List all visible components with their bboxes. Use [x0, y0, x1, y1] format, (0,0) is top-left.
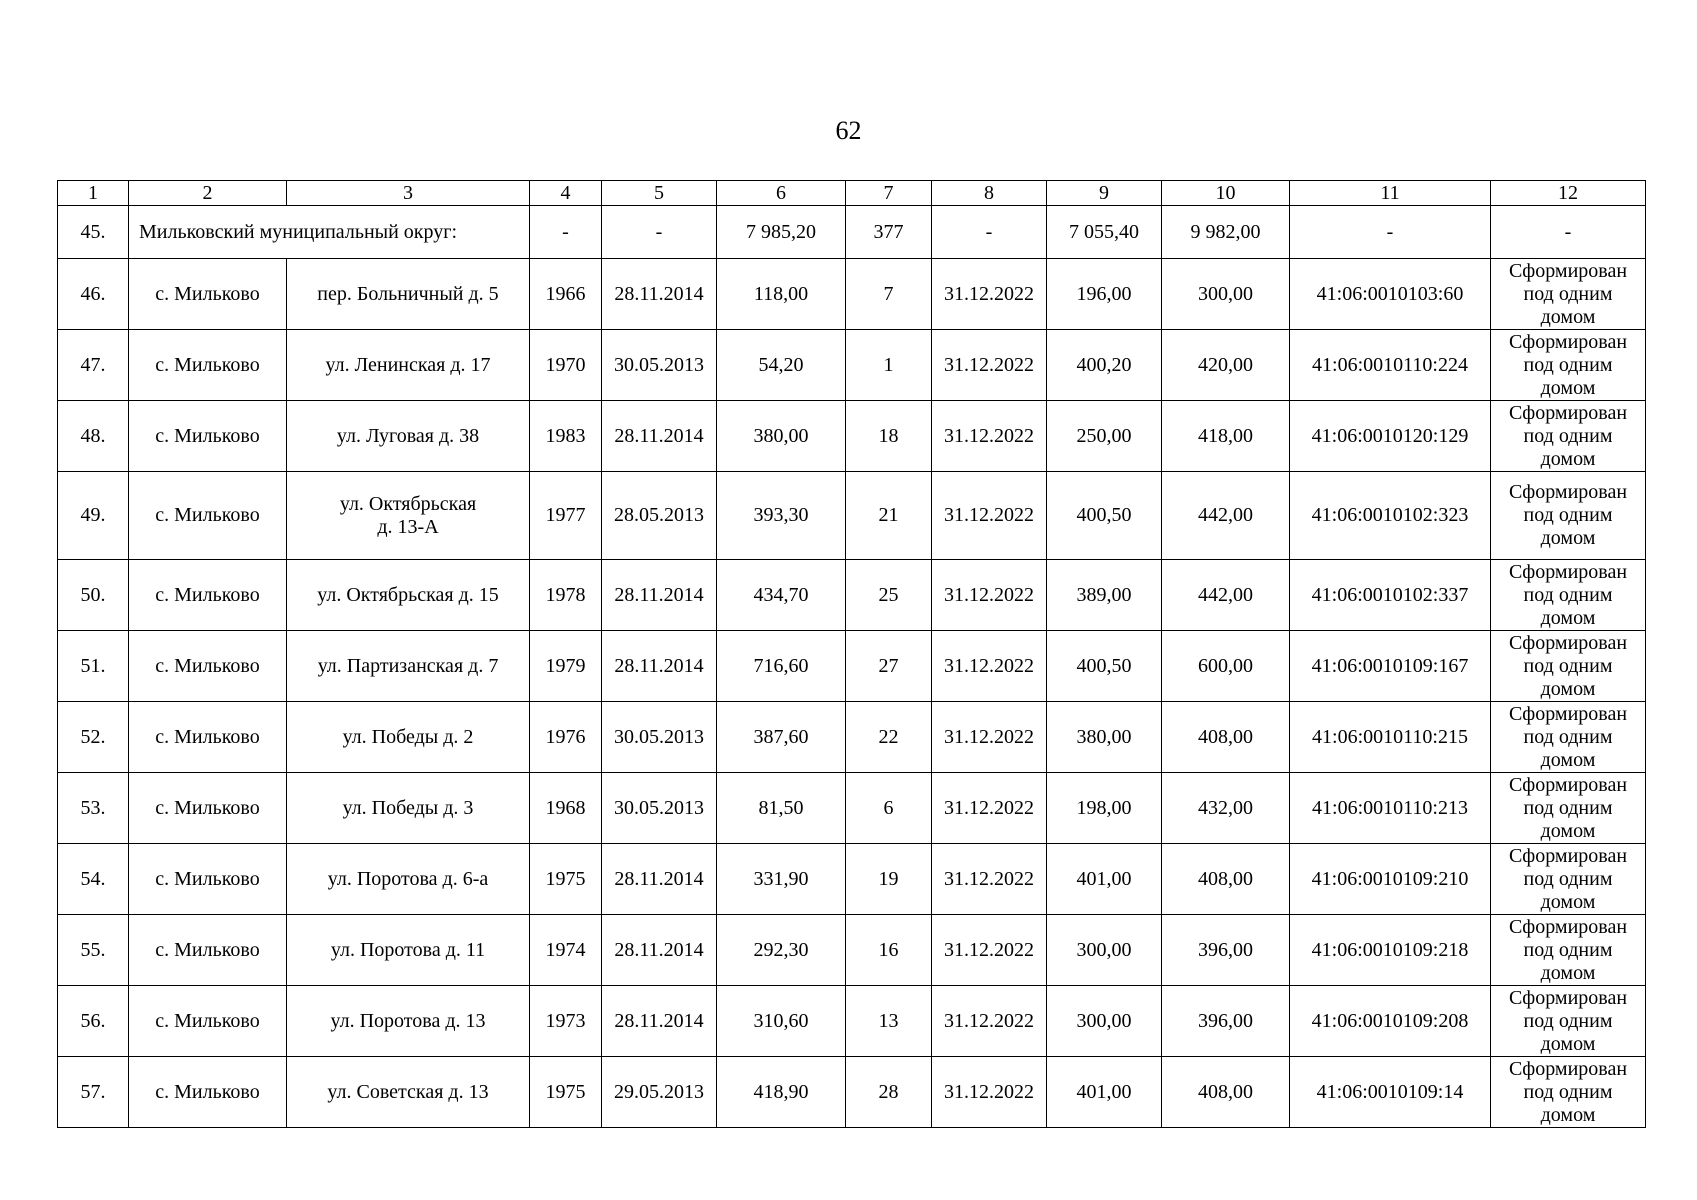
- settlement: с. Мильково: [129, 1057, 287, 1128]
- cell-col5: -: [602, 206, 717, 259]
- row-number: 53.: [58, 773, 129, 844]
- year-built: 1977: [530, 472, 602, 560]
- address: [287, 915, 530, 986]
- area: 81,50: [717, 773, 846, 844]
- page-number: 62: [835, 116, 862, 145]
- area: 393,30: [717, 472, 846, 560]
- value-col10: 300,00: [1162, 259, 1290, 330]
- area: 716,60: [717, 631, 846, 702]
- value-col10: 396,00: [1162, 986, 1290, 1057]
- date-recognized: 28.11.2014: [602, 560, 717, 631]
- area: 418,90: [717, 1057, 846, 1128]
- residents-count: 22: [846, 702, 932, 773]
- cadastral-number: 41:06:0010120:129: [1290, 401, 1491, 472]
- deadline: 31.12.2022: [932, 915, 1047, 986]
- district-name: Мильковский муниципальный округ:: [129, 206, 530, 259]
- value-col10: 432,00: [1162, 773, 1290, 844]
- address: [287, 560, 530, 631]
- address: [287, 472, 530, 560]
- address: [287, 631, 530, 702]
- value-col9: 401,00: [1047, 1057, 1162, 1128]
- residents-count: 1: [846, 330, 932, 401]
- cell-col9: 7 055,40: [1047, 206, 1162, 259]
- date-recognized: 28.11.2014: [602, 915, 717, 986]
- settlement: с. Мильково: [129, 330, 287, 401]
- value-col9: 300,00: [1047, 915, 1162, 986]
- date-recognized: 28.05.2013: [602, 472, 717, 560]
- settlement: с. Мильково: [129, 631, 287, 702]
- settlement: с. Мильково: [129, 259, 287, 330]
- value-col9: 400,20: [1047, 330, 1162, 401]
- address: [287, 773, 530, 844]
- land-status: Сформирован под одним домом: [1491, 915, 1646, 986]
- area: 54,20: [717, 330, 846, 401]
- year-built: 1968: [530, 773, 602, 844]
- date-recognized: 30.05.2013: [602, 330, 717, 401]
- column-number: 2: [129, 181, 287, 206]
- year-built: 1979: [530, 631, 602, 702]
- year-built: 1975: [530, 844, 602, 915]
- cadastral-number: 41:06:0010109:218: [1290, 915, 1491, 986]
- row-number: 45.: [58, 206, 129, 259]
- land-status: Сформирован под одним домом: [1491, 844, 1646, 915]
- column-number: 10: [1162, 181, 1290, 206]
- settlement: с. Мильково: [129, 844, 287, 915]
- date-recognized: 29.05.2013: [602, 1057, 717, 1128]
- address: [287, 1057, 530, 1128]
- year-built: 1973: [530, 986, 602, 1057]
- land-status: Сформирован под одним домом: [1491, 986, 1646, 1057]
- cell-col6: 7 985,20: [717, 206, 846, 259]
- land-status: Сформирован под одним домом: [1491, 631, 1646, 702]
- table-row: [58, 560, 1646, 631]
- address: [287, 702, 530, 773]
- row-number: 50.: [58, 560, 129, 631]
- year-built: 1976: [530, 702, 602, 773]
- land-status: Сформирован под одним домом: [1491, 702, 1646, 773]
- row-number: 52.: [58, 702, 129, 773]
- area: 292,30: [717, 915, 846, 986]
- date-recognized: 28.11.2014: [602, 631, 717, 702]
- cadastral-number: 41:06:0010102:337: [1290, 560, 1491, 631]
- column-number: 5: [602, 181, 717, 206]
- address: [287, 844, 530, 915]
- table-row: [58, 631, 1646, 702]
- deadline: 31.12.2022: [932, 401, 1047, 472]
- address-line-2: д. 13-А: [377, 515, 439, 538]
- land-status: Сформирован под одним домом: [1491, 773, 1646, 844]
- deadline: 31.12.2022: [932, 773, 1047, 844]
- cadastral-number: 41:06:0010109:208: [1290, 986, 1491, 1057]
- column-number: 7: [846, 181, 932, 206]
- address-line: ул. Партизанская д. 7: [317, 654, 499, 677]
- residents-count: 7: [846, 259, 932, 330]
- column-number: 8: [932, 181, 1047, 206]
- summary-row: [58, 206, 1646, 259]
- column-number: 12: [1491, 181, 1646, 206]
- address: [287, 401, 530, 472]
- value-col10: 408,00: [1162, 844, 1290, 915]
- deadline: 31.12.2022: [932, 259, 1047, 330]
- value-col10: 420,00: [1162, 330, 1290, 401]
- value-col10: 442,00: [1162, 472, 1290, 560]
- date-recognized: 28.11.2014: [602, 401, 717, 472]
- address-line: ул. Октябрьская: [339, 492, 477, 515]
- land-status: Сформирован под одним домом: [1491, 259, 1646, 330]
- value-col10: 418,00: [1162, 401, 1290, 472]
- land-status: Сформирован под одним домом: [1491, 401, 1646, 472]
- value-col9: 401,00: [1047, 844, 1162, 915]
- settlement: с. Мильково: [129, 472, 287, 560]
- table-row: [58, 986, 1646, 1057]
- deadline: 31.12.2022: [932, 472, 1047, 560]
- settlement: с. Мильково: [129, 915, 287, 986]
- address-line: пер. Больничный д. 5: [317, 282, 499, 305]
- address: [287, 259, 530, 330]
- deadline: 31.12.2022: [932, 1057, 1047, 1128]
- value-col10: 408,00: [1162, 702, 1290, 773]
- value-col10: 442,00: [1162, 560, 1290, 631]
- settlement: с. Мильково: [129, 401, 287, 472]
- address-line: ул. Победы д. 2: [342, 725, 474, 748]
- address: [287, 330, 530, 401]
- land-status: Сформирован под одним домом: [1491, 1057, 1646, 1128]
- row-number: 55.: [58, 915, 129, 986]
- table-row: [58, 401, 1646, 472]
- cell-col10: 9 982,00: [1162, 206, 1290, 259]
- area: 434,70: [717, 560, 846, 631]
- date-recognized: 28.11.2014: [602, 259, 717, 330]
- year-built: 1974: [530, 915, 602, 986]
- settlement: с. Мильково: [129, 560, 287, 631]
- deadline: 31.12.2022: [932, 844, 1047, 915]
- deadline: 31.12.2022: [932, 330, 1047, 401]
- settlement: с. Мильково: [129, 773, 287, 844]
- date-recognized: 28.11.2014: [602, 986, 717, 1057]
- address-line: ул. Октябрьская д. 15: [317, 583, 499, 606]
- residents-count: 18: [846, 401, 932, 472]
- column-number: 11: [1290, 181, 1491, 206]
- cadastral-number: 41:06:0010109:14: [1290, 1057, 1491, 1128]
- deadline: 31.12.2022: [932, 702, 1047, 773]
- cell-col4: -: [530, 206, 602, 259]
- deadline: 31.12.2022: [932, 560, 1047, 631]
- address-line: ул. Ленинская д. 17: [325, 353, 491, 376]
- date-recognized: 30.05.2013: [602, 702, 717, 773]
- deadline: 31.12.2022: [932, 631, 1047, 702]
- year-built: 1983: [530, 401, 602, 472]
- address-line: ул. Поротова д. 11: [330, 938, 486, 961]
- year-built: 1970: [530, 330, 602, 401]
- cadastral-number: 41:06:0010110:224: [1290, 330, 1491, 401]
- row-number: 56.: [58, 986, 129, 1057]
- area: 331,90: [717, 844, 846, 915]
- row-number: 57.: [58, 1057, 129, 1128]
- cell-col11: -: [1290, 206, 1491, 259]
- table-row: [58, 259, 1646, 330]
- value-col9: 196,00: [1047, 259, 1162, 330]
- table-row: [58, 472, 1646, 560]
- land-status: Сформирован под одним домом: [1491, 330, 1646, 401]
- date-recognized: 30.05.2013: [602, 773, 717, 844]
- address-line: ул. Луговая д. 38: [336, 424, 480, 447]
- land-status: Сформирован под одним домом: [1491, 472, 1646, 560]
- year-built: 1966: [530, 259, 602, 330]
- land-status: Сформирован под одним домом: [1491, 560, 1646, 631]
- column-number: 4: [530, 181, 602, 206]
- address-line: ул. Советская д. 13: [327, 1080, 489, 1103]
- residents-count: 13: [846, 986, 932, 1057]
- table-row: [58, 773, 1646, 844]
- area: 387,60: [717, 702, 846, 773]
- value-col9: 400,50: [1047, 631, 1162, 702]
- row-number: 51.: [58, 631, 129, 702]
- year-built: 1975: [530, 1057, 602, 1128]
- row-number: 47.: [58, 330, 129, 401]
- area: 118,00: [717, 259, 846, 330]
- deadline: 31.12.2022: [932, 986, 1047, 1057]
- residents-count: 16: [846, 915, 932, 986]
- column-number: 3: [287, 181, 530, 206]
- row-number: 46.: [58, 259, 129, 330]
- cell-col12: -: [1491, 206, 1646, 259]
- residents-count: 6: [846, 773, 932, 844]
- address-line: ул. Поротова д. 6-а: [327, 867, 489, 890]
- row-number: 48.: [58, 401, 129, 472]
- address-line: ул. Победы д. 3: [342, 796, 474, 819]
- residents-count: 21: [846, 472, 932, 560]
- area: 380,00: [717, 401, 846, 472]
- settlement: с. Мильково: [129, 702, 287, 773]
- value-col9: 198,00: [1047, 773, 1162, 844]
- residents-count: 25: [846, 560, 932, 631]
- value-col9: 389,00: [1047, 560, 1162, 631]
- value-col9: 300,00: [1047, 986, 1162, 1057]
- date-recognized: 28.11.2014: [602, 844, 717, 915]
- cadastral-number: 41:06:0010109:167: [1290, 631, 1491, 702]
- settlement: с. Мильково: [129, 986, 287, 1057]
- value-col10: 396,00: [1162, 915, 1290, 986]
- table-row: [58, 330, 1646, 401]
- cadastral-number: 41:06:0010103:60: [1290, 259, 1491, 330]
- row-number: 49.: [58, 472, 129, 560]
- residents-count: 19: [846, 844, 932, 915]
- value-col9: 250,00: [1047, 401, 1162, 472]
- column-number: 6: [717, 181, 846, 206]
- column-number: 9: [1047, 181, 1162, 206]
- cadastral-number: 41:06:0010110:213: [1290, 773, 1491, 844]
- residents-count: 27: [846, 631, 932, 702]
- cell-col8: -: [932, 206, 1047, 259]
- housing-table: [57, 180, 1646, 1128]
- cadastral-number: 41:06:0010109:210: [1290, 844, 1491, 915]
- cell-col7: 377: [846, 206, 932, 259]
- table-row: [58, 1057, 1646, 1128]
- value-col10: 408,00: [1162, 1057, 1290, 1128]
- value-col9: 380,00: [1047, 702, 1162, 773]
- cadastral-number: 41:06:0010102:323: [1290, 472, 1491, 560]
- value-col10: 600,00: [1162, 631, 1290, 702]
- residents-count: 28: [846, 1057, 932, 1128]
- cadastral-number: 41:06:0010110:215: [1290, 702, 1491, 773]
- column-number-row: [58, 181, 1646, 206]
- area: 310,60: [717, 986, 846, 1057]
- year-built: 1978: [530, 560, 602, 631]
- address: [287, 986, 530, 1057]
- column-number: 1: [58, 181, 129, 206]
- value-col9: 400,50: [1047, 472, 1162, 560]
- table-row: [58, 915, 1646, 986]
- table-row: [58, 844, 1646, 915]
- address-line: ул. Поротова д. 13: [330, 1009, 486, 1032]
- table-row: [58, 702, 1646, 773]
- row-number: 54.: [58, 844, 129, 915]
